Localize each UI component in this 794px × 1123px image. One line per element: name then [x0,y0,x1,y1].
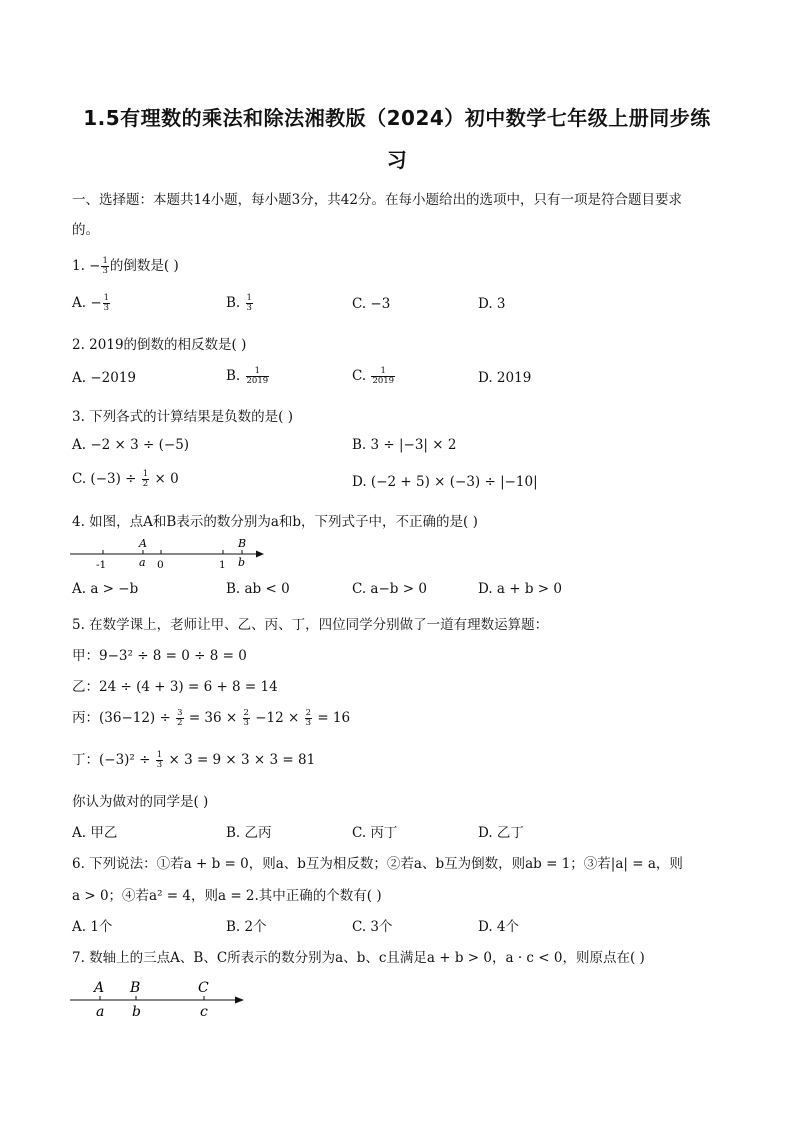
question-2-option-c: C. $\frac{1}{2019}$ [352,366,395,386]
question-1-stem: 1. − $\frac{1}{3}$ 的倒数是( ) [72,256,179,276]
tick-label-a: a [139,556,146,569]
tick-label-one: 1 [219,559,226,571]
question-4-option-c: C. a−b > 0 [352,581,427,597]
point-label-b-upper: B [130,980,141,996]
question-1-option-b: B. $\frac{1}{3}$ [226,293,252,313]
question-5-yi: 乙：24 ÷ (4 + 3) = 6 + 8 = 14 [72,679,278,695]
question-3-stem: 3. 下列各式的计算结果是负数的是( ) [72,409,293,425]
question-3-option-c: C. (−3) ÷ $\frac{1}{2}$ × 0 [72,469,179,489]
question-1-option-c: C. −3 [352,296,391,312]
question-5-option-a: A. 甲乙 [72,825,118,841]
question-6-option-d: D. 4个 [478,919,520,935]
tick-label-b: b [238,556,246,569]
question-2-stem: 2. 2019的倒数的相反数是( ) [72,337,247,353]
question-5-jia: 甲：9−3² ÷ 8 = 0 ÷ 8 = 0 [72,648,247,664]
question-4-stem: 4. 如图，点A和B表示的数分别为a和b，下列式子中，不正确的是( ) [72,514,478,530]
question-5-option-c: C. 丙丁 [352,825,398,841]
question-2-option-a: A. −2019 [72,370,136,386]
question-1-option-a: A. − $\frac{1}{3}$ [72,293,110,313]
page-title: 1.5有理数的乘法和除法湘教版（2024）初中数学七年级上册同步练 [83,106,711,130]
tick-label-c: c [200,1004,208,1020]
axis-arrow-icon [256,551,264,558]
question-2-option-b: B. $\frac{1}{2019}$ [226,366,269,386]
tick-label-b: b [132,1004,141,1020]
question-2-option-d: D. 2019 [478,370,532,386]
page-title-continued: 习 [386,148,408,172]
point-label-b-upper: B [238,537,247,550]
question-1-option-d: D. 3 [478,296,506,312]
tick-label-minus-one: -1 [96,559,107,571]
fraction: $\frac{1}{3}$ [246,293,252,313]
question-6-option-c: C. 3个 [352,919,393,935]
fraction: $\frac{1}{3}$ [156,750,163,770]
question-4-option-a: A. a > −b [72,581,139,597]
question-7-number-line [68,976,253,1022]
question-6-stem-continued: a > 0；④若a² = 4，则a = 2.其中正确的个数有( ) [72,888,382,904]
section-instructions: 一、选择题：本题共14小题，每小题3分，共42分。在每小题给出的选项中，只有一项是符合题目要求 [72,192,682,208]
question-5-option-b: B. 乙丙 [226,825,272,841]
question-4-option-b: B. ab < 0 [226,581,290,597]
point-label-a-upper: A [94,980,105,996]
fraction: $\frac{1}{2}$ [142,469,149,489]
question-5-bing: 丙：(36−12) ÷ $\frac{3}{2}$ = 36 × $\frac{2}{3}$ −12 × $\frac{2}{3}$ = 16 [72,708,351,728]
point-label-a-upper: A [139,537,147,550]
section-instructions-continued: 的。 [72,222,99,238]
question-3-option-b: B. 3 ÷ |−3| × 2 [352,437,457,453]
question-3-option-d: D. (−2 + 5) × (−3) ÷ |−10| [352,474,538,490]
fraction: $\frac{1}{2019}$ [246,366,269,386]
question-4-option-d: D. a + b > 0 [478,581,562,597]
axis-arrow-icon [235,997,244,1004]
question-5-stem: 5. 在数学课上，老师让甲、乙、丙、丁，四位同学分别做了一道有理数运算题： [72,617,549,633]
fraction: $\frac{3}{2}$ [177,708,183,728]
tick-label-zero: 0 [157,559,164,571]
question-4-number-line [68,534,273,574]
fraction: $\frac{1}{3}$ [103,293,110,313]
question-6-stem: 6. 下列说法：①若a + b = 0，则a、b互为相反数；②若a、b互为倒数，则ab = 1；③若|a| = a，则 [72,856,683,872]
question-5-option-d: D. 乙丁 [478,825,524,841]
question-6-option-b: B. 2个 [226,919,267,935]
fraction: $\frac{1}{3}$ [102,256,108,276]
question-6-option-a: A. 1个 [72,919,113,935]
question-5-ding: 丁：(−3)² ÷ $\frac{1}{3}$ × 3 = 9 × 3 × 3 = 81 [72,750,316,770]
point-label-c-upper: C [198,980,209,996]
fraction: $\frac{2}{3}$ [305,708,312,728]
question-3-option-a: A. −2 × 3 ÷ (−5) [72,437,190,453]
question-5-ask: 你认为做对的同学是( ) [72,794,209,810]
fraction: $\frac{2}{3}$ [243,708,249,728]
question-7-stem: 7. 数轴上的三点A、B、C所表示的数分别为a、b、c且满足a + b > 0，a · c < 0，则原点在( ) [72,950,645,966]
fraction: $\frac{1}{2019}$ [372,366,395,386]
tick-label-a: a [96,1004,105,1020]
